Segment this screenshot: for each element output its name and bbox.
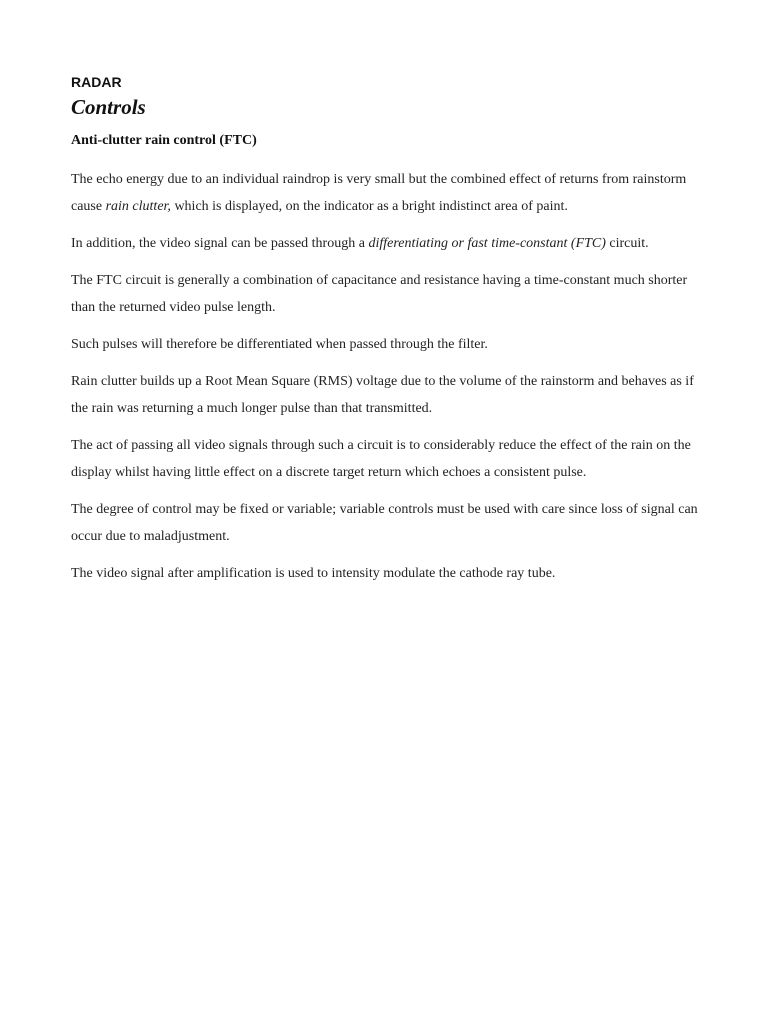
body-text <box>71 166 703 587</box>
italic-term: rain clutter, <box>105 199 171 214</box>
paragraph-text: The echo energy due to an individual raindrop is very small but the combined effect of returns from rainstorm cause <box>71 172 687 214</box>
paragraph-text: The video signal after amplification is used to intensity modulate the cathode ray tube. <box>71 566 556 581</box>
paragraph <box>71 368 703 422</box>
paragraph-text: The degree of control may be fixed or variable; variable controls must be used with care since loss of signal can occur due to maladjustment. <box>71 502 698 544</box>
paragraph <box>71 166 703 220</box>
paragraph <box>71 560 703 587</box>
paragraph <box>71 432 703 486</box>
paragraph <box>71 331 703 358</box>
italic-term: differentiating or fast time-constant (FTC) <box>368 236 606 251</box>
page-title: Controls <box>71 95 146 119</box>
paragraph <box>71 230 703 257</box>
document-page <box>71 72 703 587</box>
paragraph-text: which is displayed, on the indicator as a bright indistinct area of paint. <box>170 199 568 214</box>
section-heading: Anti-clutter rain control (FTC) <box>71 133 257 148</box>
paragraph-text: The FTC circuit is generally a combination of capacitance and resistance having a time-constant much shorter than the returned video pulse length. <box>71 273 688 315</box>
document-label: RADAR <box>71 74 122 90</box>
paragraph <box>71 267 703 321</box>
paragraph-text: The act of passing all video signals through such a circuit is to considerably reduce the effect of the rain on the display whilst having little effect on a discrete target return which echoes a consistent pulse. <box>71 438 691 480</box>
paragraph-text: circuit. <box>605 236 649 251</box>
paragraph-text: Such pulses will therefore be differentiated when passed through the filter. <box>71 337 488 352</box>
paragraph-text: Rain clutter builds up a Root Mean Square (RMS) voltage due to the volume of the rainstorm and behaves as if the rain was returning a much longer pulse than that transmitted. <box>71 374 694 416</box>
paragraph <box>71 496 703 550</box>
paragraph-text: In addition, the video signal can be passed through a <box>71 236 369 251</box>
